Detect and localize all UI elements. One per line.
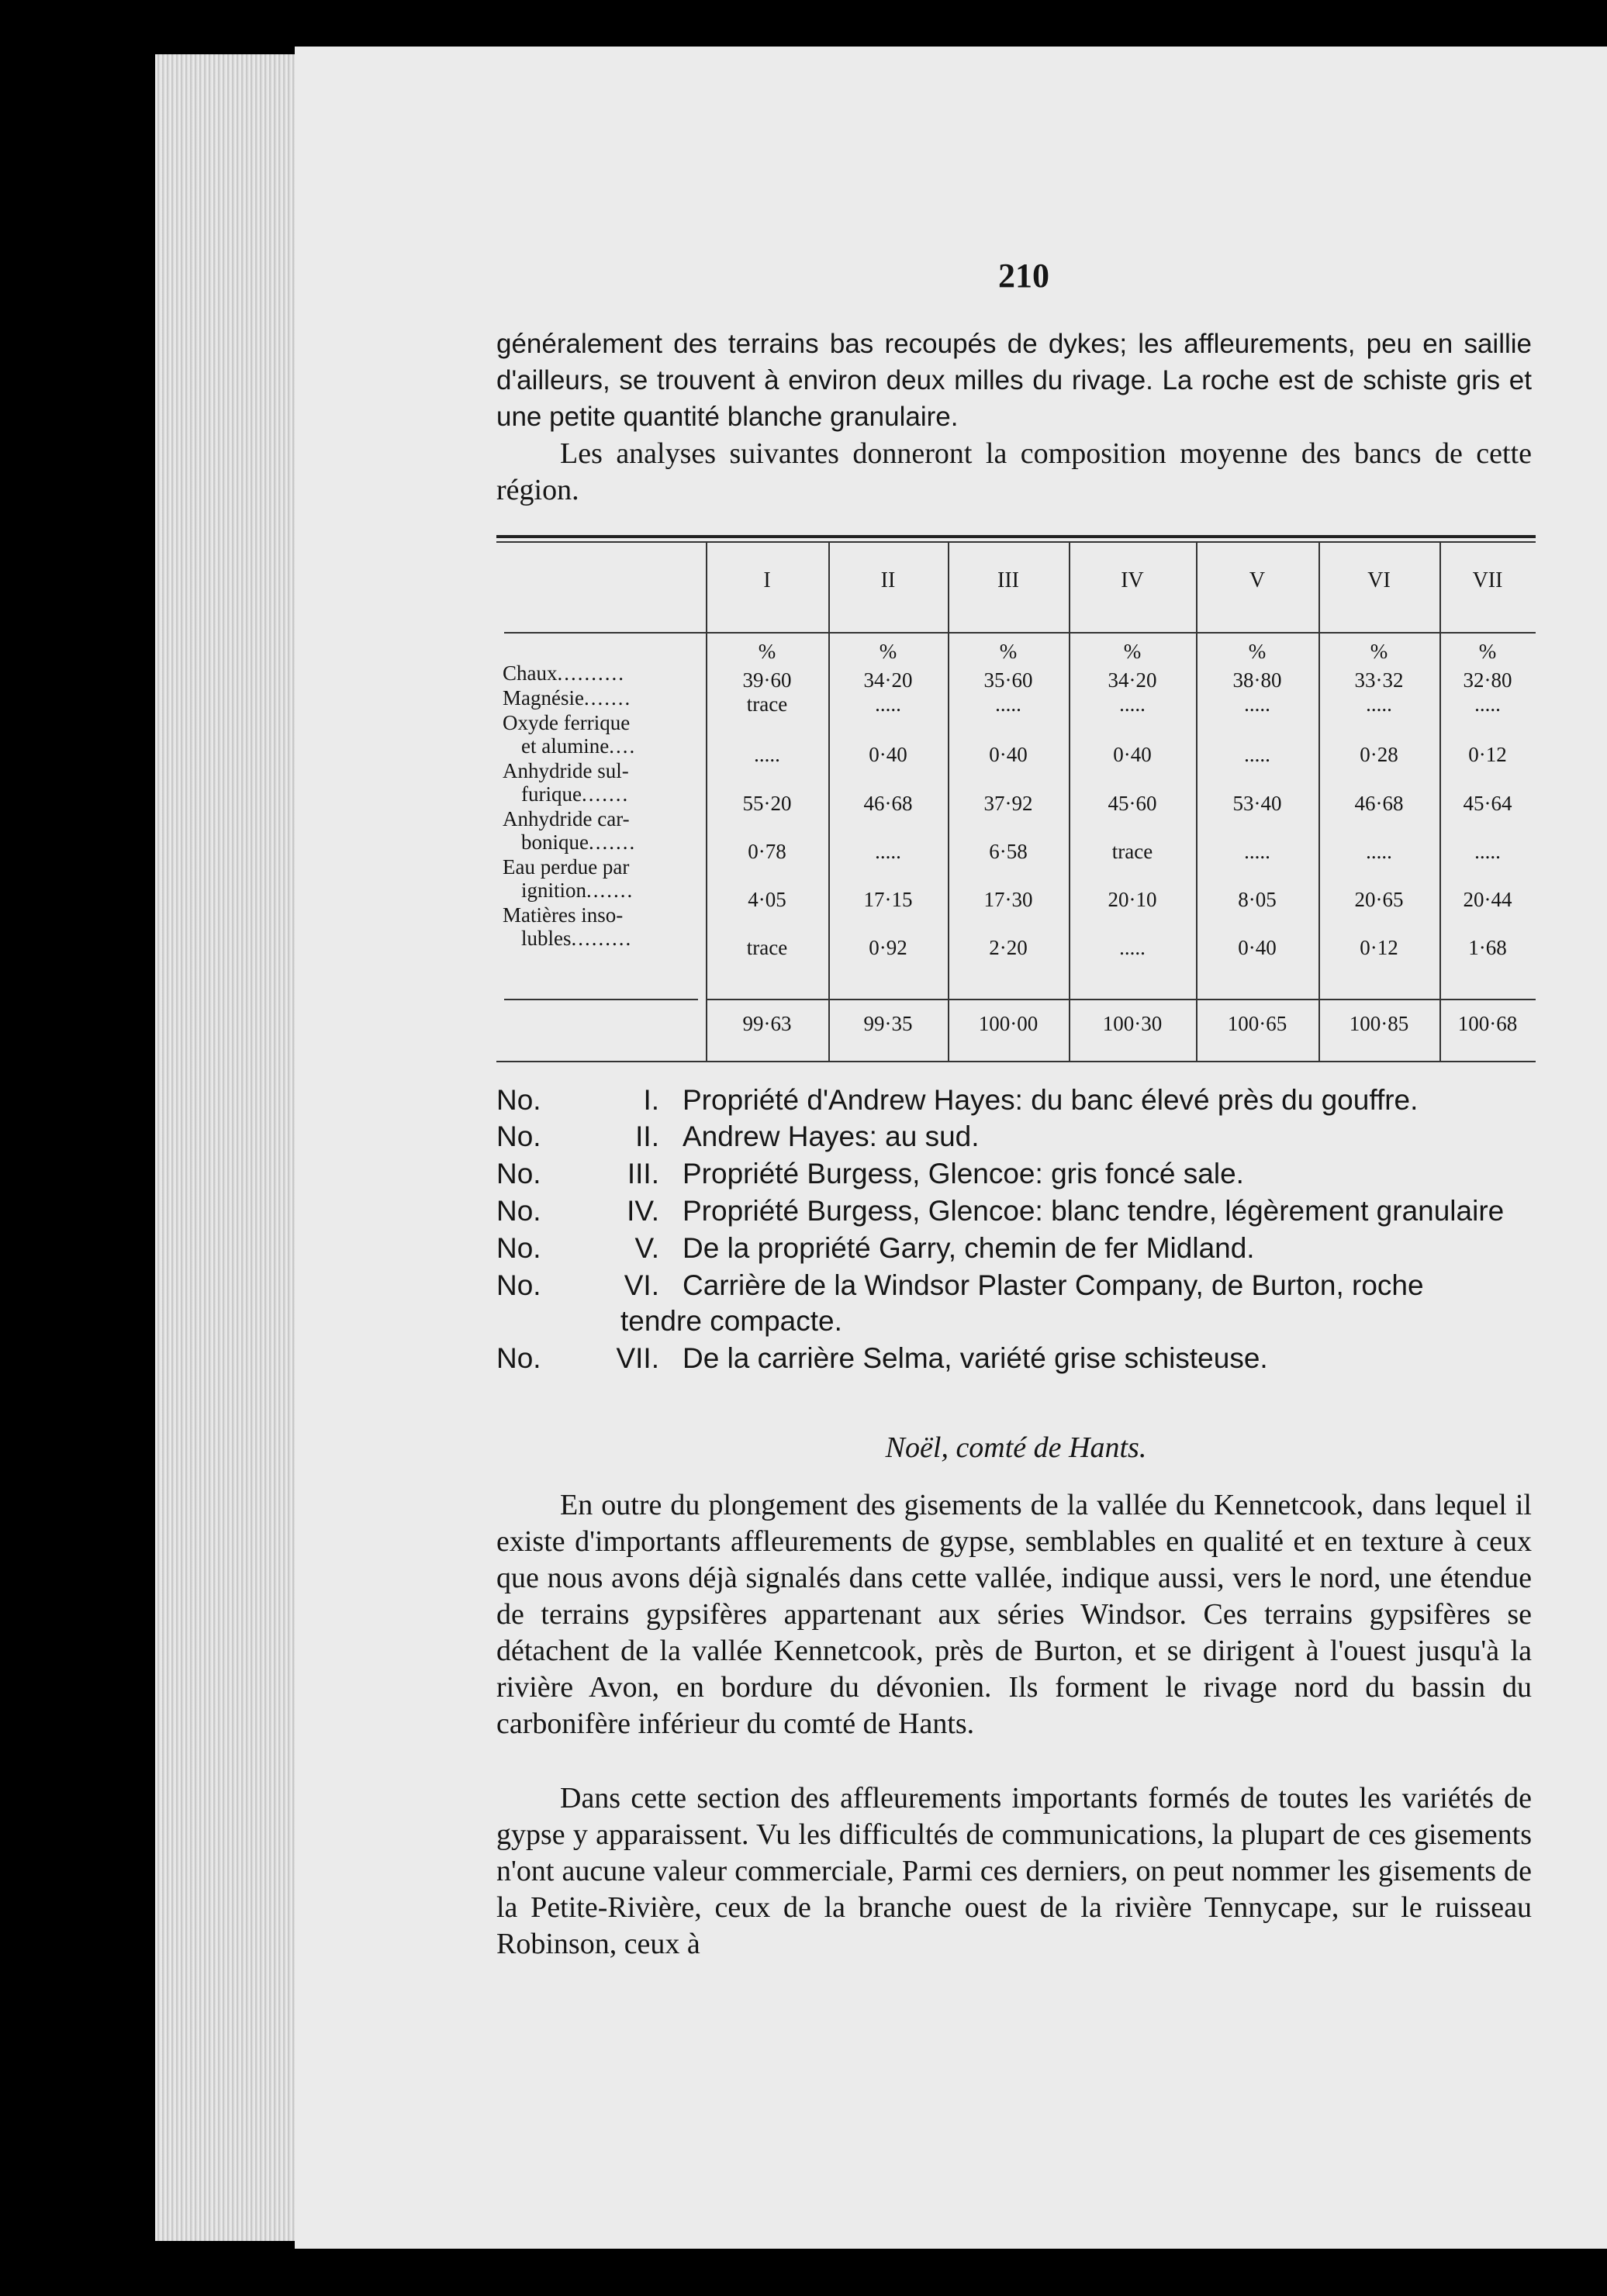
note-prefix: No. bbox=[496, 1269, 541, 1301]
percent-sign: % bbox=[1478, 640, 1497, 663]
table-cell: ..... bbox=[754, 743, 780, 766]
table-cell: 34·20 bbox=[1108, 668, 1157, 692]
percent-sign: % bbox=[1248, 640, 1267, 663]
note-text: Carrière de la Windsor Plaster Company, de Burton, roche bbox=[683, 1269, 1424, 1301]
table-cell: 0·40 bbox=[1238, 936, 1277, 959]
table-cell: ..... bbox=[1474, 840, 1501, 863]
table-cell: ..... bbox=[1366, 840, 1392, 863]
note-number: VI. bbox=[624, 1269, 659, 1301]
note-text: Propriété Burgess, Glencoe: blanc tendre, légèrement granulaire bbox=[683, 1195, 1505, 1227]
table-cell: 0·40 bbox=[1113, 743, 1152, 766]
row-label-oxyde-2: et alumine.... bbox=[521, 734, 637, 758]
note-text: Propriété Burgess, Glencoe: gris foncé sale. bbox=[683, 1158, 1244, 1189]
table-cell: 8·05 bbox=[1238, 888, 1277, 911]
note-number: I. bbox=[643, 1084, 659, 1116]
row-label-chaux: Chaux.......... bbox=[503, 661, 625, 685]
percent-sign: % bbox=[1123, 640, 1142, 663]
table-cell: 0·78 bbox=[748, 840, 786, 863]
note-prefix: No. bbox=[496, 1120, 541, 1152]
note-prefix: No. bbox=[496, 1084, 541, 1116]
table-cell: 20·10 bbox=[1108, 888, 1157, 911]
total-cell: 100·85 bbox=[1349, 1012, 1409, 1035]
table-cell: 32·80 bbox=[1463, 668, 1512, 692]
intro-paragraph-2: Les analyses suivantes donneront la composition moyenne des bancs de cette région. bbox=[496, 437, 1532, 506]
total-cell: 100·30 bbox=[1102, 1012, 1163, 1035]
table-cell: ..... bbox=[875, 840, 901, 863]
row-label-carb-1: Anhydride car- bbox=[503, 807, 630, 830]
row-label-mat-2: lubles......... bbox=[521, 927, 633, 950]
header-rule bbox=[504, 632, 1536, 634]
table-cell: 0·40 bbox=[989, 743, 1028, 766]
table-cell: 45·64 bbox=[1463, 792, 1512, 815]
note-number: II. bbox=[635, 1120, 659, 1152]
total-rule bbox=[707, 999, 1536, 1000]
table-cell: ..... bbox=[1244, 743, 1270, 766]
table-cell: trace bbox=[1111, 840, 1153, 863]
percent-sign: % bbox=[1370, 640, 1388, 663]
table-cell: 6·58 bbox=[989, 840, 1028, 863]
note-number: III. bbox=[627, 1158, 659, 1189]
table-cell: 45·60 bbox=[1108, 792, 1157, 815]
note-text: De la carrière Selma, variété grise schisteuse. bbox=[683, 1342, 1268, 1374]
note-text: Propriété d'Andrew Hayes: du banc élevé près du gouffre. bbox=[683, 1084, 1419, 1116]
intro-paragraph-1: généralement des terrains bas recoupés de dykes; les affleurements, peu en saillie d'ailleurs, se trouvent à environ deux milles du rivage. La roche est de schiste gris et une petite quantité blanche granulaire. bbox=[496, 329, 1532, 432]
column-header-V: V bbox=[1249, 568, 1266, 592]
table-cell: 37·92 bbox=[983, 792, 1033, 815]
note-prefix: No. bbox=[496, 1232, 541, 1264]
row-label-sulf-1: Anhydride sul- bbox=[503, 759, 629, 782]
note-prefix: No. bbox=[496, 1195, 541, 1227]
table-top-rule-2 bbox=[496, 541, 1536, 543]
percent-sign: % bbox=[758, 640, 776, 663]
table-cell: ..... bbox=[995, 692, 1021, 716]
table-cell: trace bbox=[746, 936, 788, 959]
table-cell: 35·60 bbox=[983, 668, 1033, 692]
total-cell: 99·63 bbox=[742, 1012, 792, 1035]
note-prefix: No. bbox=[496, 1342, 541, 1374]
table-cell: ..... bbox=[1366, 692, 1392, 716]
row-label-carb-2: bonique....... bbox=[521, 830, 637, 854]
label-total-rule bbox=[504, 999, 698, 1000]
section-title: Noël, comté de Hants. bbox=[885, 1431, 1147, 1464]
note-text: De la propriété Garry, chemin de fer Midland. bbox=[683, 1232, 1255, 1264]
table-cell: ..... bbox=[1244, 840, 1270, 863]
table-cell: 20·44 bbox=[1463, 888, 1512, 911]
table-cell: 20·65 bbox=[1354, 888, 1404, 911]
note-text: Andrew Hayes: au sud. bbox=[683, 1120, 980, 1152]
table-cell: 34·20 bbox=[863, 668, 913, 692]
row-label-mat-1: Matières inso- bbox=[503, 903, 624, 927]
table-cell: 17·30 bbox=[983, 888, 1033, 911]
table-cell: 53·40 bbox=[1232, 792, 1282, 815]
table-cell: 0·12 bbox=[1468, 743, 1507, 766]
table-cell: 46·68 bbox=[863, 792, 913, 815]
row-label-eau-2: ignition....... bbox=[521, 879, 634, 902]
total-cell: 100·65 bbox=[1227, 1012, 1287, 1035]
total-cell: 100·00 bbox=[978, 1012, 1039, 1035]
row-label-sulf-2: furique....... bbox=[521, 782, 630, 806]
table-cell: 4·05 bbox=[748, 888, 786, 911]
row-label-oxyde-1: Oxyde ferrique bbox=[503, 711, 631, 734]
table-cell: 17·15 bbox=[863, 888, 913, 911]
note-number: IV. bbox=[627, 1195, 659, 1227]
page-number: 210 bbox=[998, 257, 1049, 295]
note-number: V. bbox=[634, 1232, 659, 1264]
table-cell: ..... bbox=[1474, 692, 1501, 716]
total-cell: 99·35 bbox=[863, 1012, 913, 1035]
table-cell: 38·80 bbox=[1232, 668, 1282, 692]
note-text: tendre compacte. bbox=[620, 1305, 842, 1337]
column-header-VII: VII bbox=[1472, 568, 1503, 592]
table-cell: 0·92 bbox=[869, 936, 907, 959]
table-cell: 46·68 bbox=[1354, 792, 1404, 815]
row-label-magnesie: Magnésie....... bbox=[503, 686, 632, 710]
percent-sign: % bbox=[879, 640, 897, 663]
table-cell: 33·32 bbox=[1354, 668, 1404, 692]
column-header-III: III bbox=[997, 568, 1019, 592]
column-header-IV: IV bbox=[1121, 568, 1144, 592]
note-prefix: No. bbox=[496, 1158, 541, 1189]
row-label-eau-1: Eau perdue par bbox=[503, 855, 630, 879]
table-cell: ..... bbox=[1244, 692, 1270, 716]
table-top-rule bbox=[496, 535, 1536, 538]
table-cell: ..... bbox=[875, 692, 901, 716]
table-bottom-rule bbox=[496, 1061, 1536, 1062]
column-header-VI: VI bbox=[1367, 568, 1391, 592]
column-header-I: I bbox=[763, 568, 771, 592]
total-cell: 100·68 bbox=[1457, 1012, 1518, 1035]
note-number: VII. bbox=[616, 1342, 659, 1374]
table-cell: trace bbox=[746, 692, 788, 716]
column-header-II: II bbox=[880, 568, 896, 592]
table-cell: 39·60 bbox=[742, 668, 792, 692]
table-cell: 1·68 bbox=[1468, 936, 1507, 959]
table-cell: ..... bbox=[1119, 936, 1146, 959]
body-paragraph-1: En outre du plongement des gisements de la vallée du Kennetcook, dans lequel il existe d'importants affleurements de gypse, semblables en qualité et en texture à ceux que nous avons déjà signalés dans cette vallée, indique aussi, vers le nord, une étendue de terrains gypsifères appartenant aux séries Windsor. Ces terrains gypsifères se détachent de la vallée Kennetcook, près de Burton, et se dirigent à l'ouest jusqu'à la rivière Avon, en bordure du dévonien. Ils forment le rivage nord du bassin du carbonifère inférieur du comté de Hants. bbox=[496, 1489, 1532, 1740]
table-cell: 0·28 bbox=[1360, 743, 1398, 766]
percent-sign: % bbox=[999, 640, 1018, 663]
table-cell: 55·20 bbox=[742, 792, 792, 815]
table-cell: 0·40 bbox=[869, 743, 907, 766]
table-cell: ..... bbox=[1119, 692, 1146, 716]
table-cell: 2·20 bbox=[989, 936, 1028, 959]
table-cell: 0·12 bbox=[1360, 936, 1398, 959]
body-paragraph-2: Dans cette section des affleurements importants formés de toutes les variétés de gypse y apparaissent. Vu les difficultés de communications, la plupart de ces gisements n'ont aucune valeur commerciale, Parmi ces derniers, on peut nommer les gisements de la Petite-Rivière, ceux de la branche ouest de la rivière Tennycape, sur le ruisseau Robinson, ceux à bbox=[496, 1782, 1532, 1960]
